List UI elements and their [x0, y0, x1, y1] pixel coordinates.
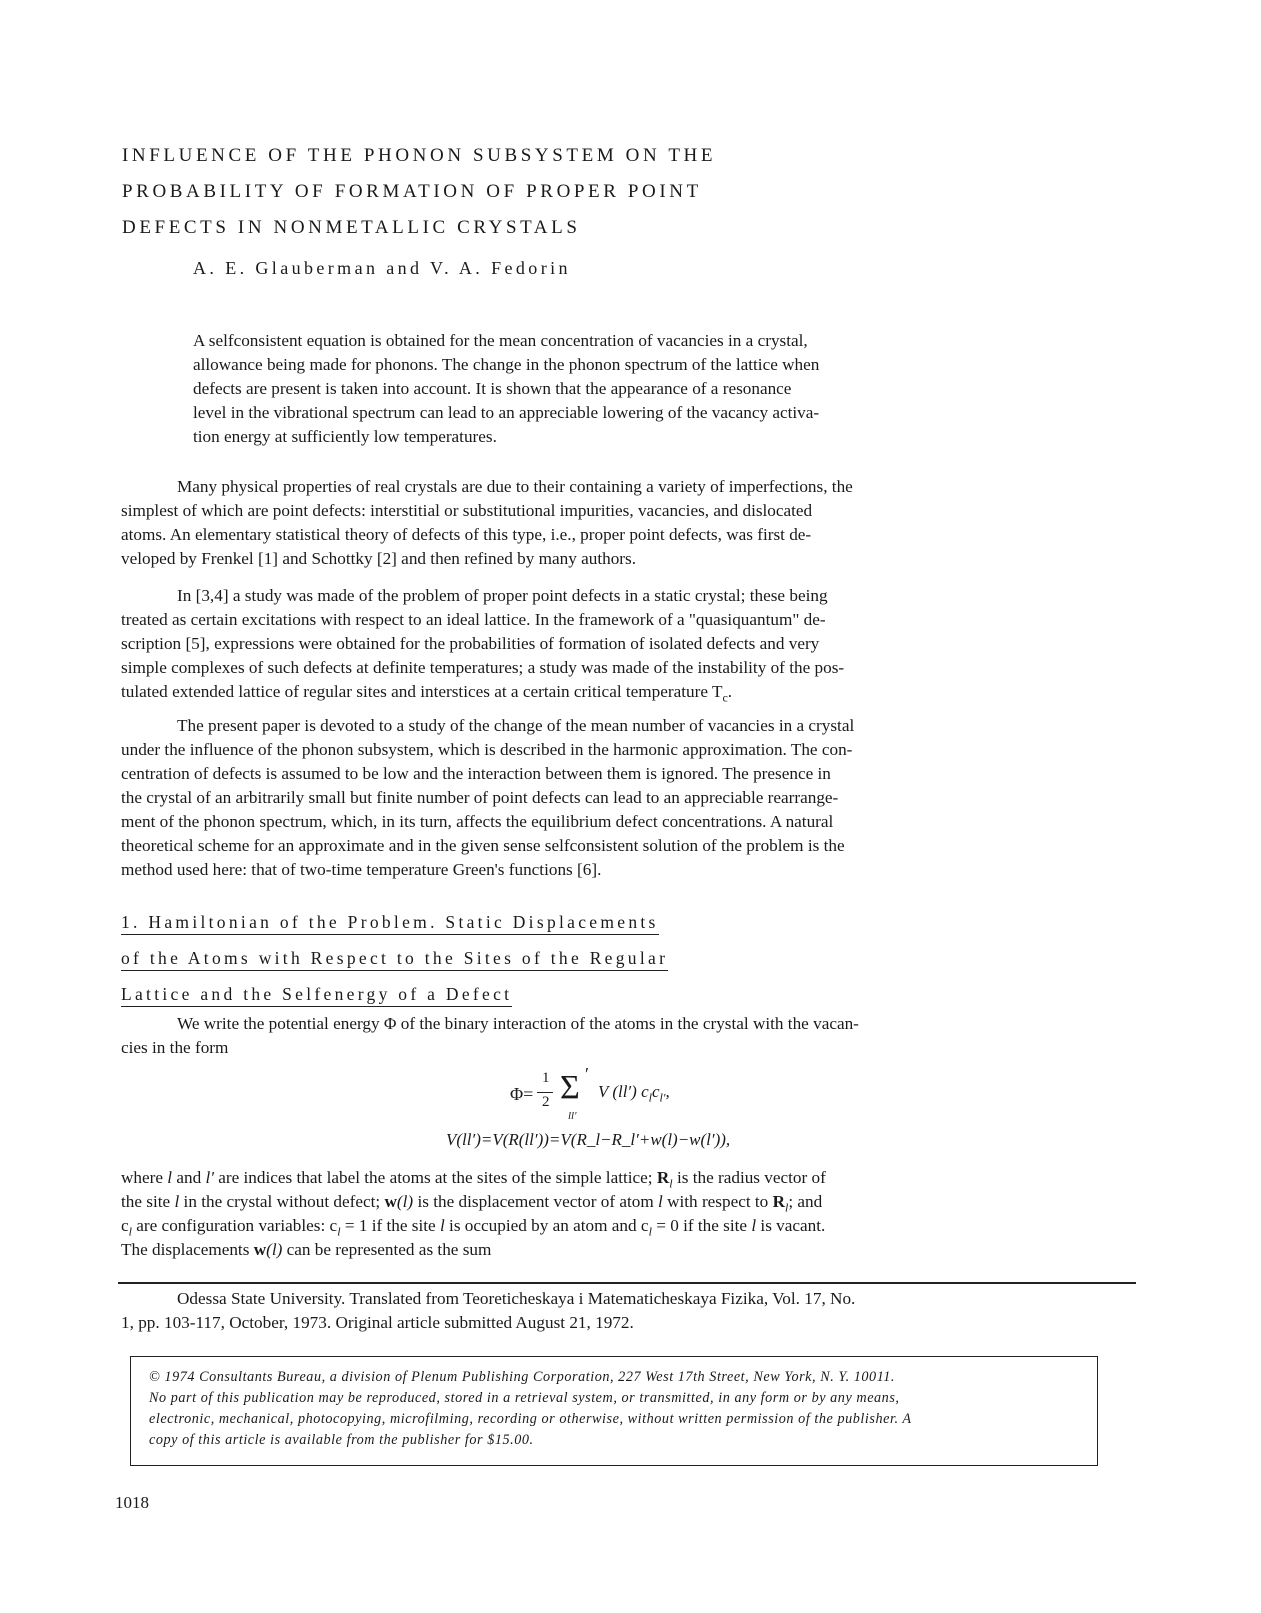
heading-line	[121, 976, 668, 1012]
text-span: the site	[121, 1192, 175, 1211]
text-line: Many physical properties of real crystals are due to their containing a variety of imperfections, the	[177, 477, 853, 496]
text-line: method used here: that of two-time temperature Green's functions [6].	[121, 860, 602, 879]
title-line: DEFECTS IN NONMETALLIC CRYSTALS	[122, 217, 581, 238]
text-line: centration of defects is assumed to be low and the interaction between them is ignored. The presence in	[121, 764, 831, 783]
text-line: In [3,4] a study was made of the problem of proper point defects in a static crystal; these being	[177, 586, 828, 605]
text-span: is the displacement vector of atom	[413, 1192, 659, 1211]
text-line	[121, 1190, 1121, 1214]
text-span: tulated extended lattice of regular sites and interstices at a certain critical temperature T	[121, 682, 723, 701]
text-line: theoretical scheme for an approximate and in the given sense selfconsistent solution of the problem is the	[121, 836, 845, 855]
text-line: veloped by Frenkel [1] and Schottky [2] and then refined by many authors.	[121, 549, 637, 568]
text-line	[121, 1166, 1121, 1190]
symbol-l: l	[648, 1224, 652, 1239]
symbol-l: l	[785, 1200, 789, 1215]
copyright-text	[149, 1367, 912, 1451]
copyright-line: copy of this article is available from the publisher for $15.00.	[149, 1432, 534, 1448]
text-span: where	[121, 1168, 168, 1187]
subscript: l′	[659, 1090, 666, 1105]
page-number: 1018	[115, 1493, 149, 1512]
eq-term: ,	[665, 1082, 670, 1101]
eq-term: V (ll′) c	[598, 1082, 649, 1101]
symbol-R: R	[656, 1168, 670, 1187]
abstract-line: level in the vibrational spectrum can lead to an appreciable lowering of the vacancy activa-	[193, 403, 820, 422]
text-line: ment of the phonon spectrum, which, in its turn, affects the equilibrium defect concentrations. A natural	[121, 812, 834, 831]
eq-sum-symbol: Σ	[560, 1069, 580, 1106]
symbol-R: R	[772, 1192, 785, 1211]
text-span: ; and	[788, 1192, 823, 1211]
text-span: can be represented as the sum	[282, 1240, 492, 1259]
text-span: = 1 if the site	[340, 1216, 440, 1235]
eq-denominator: 2	[542, 1094, 550, 1110]
text-line	[121, 1238, 1121, 1262]
text-line: Odessa State University. Translated from Teoreticheskaya i Matematicheskaya Fizika, Vol. 17, No.	[177, 1289, 856, 1308]
text-span: in the crystal without defect;	[179, 1192, 385, 1211]
text-span: are indices that label the atoms at the sites of the simple lattice;	[213, 1168, 657, 1187]
symbol-l: l	[128, 1224, 132, 1239]
symbol-arg: (l)	[396, 1192, 414, 1211]
text-line: We write the potential energy Φ of the binary interaction of the atoms in the crystal with the vacan-	[177, 1014, 859, 1033]
authors: A. E. Glauberman and V. A. Fedorin	[193, 258, 571, 278]
copyright-line: electronic, mechanical, photocopying, microfilming, recording or otherwise, without written permission of the publisher. A	[149, 1411, 912, 1427]
symbol-l: l	[658, 1192, 663, 1211]
text-span: The displacements	[121, 1240, 254, 1259]
copyright-line: No part of this publication may be reproduced, stored in a retrieval system, or transmitted, in any form or by any means,	[149, 1390, 900, 1406]
text-line: atoms. An elementary statistical theory of defects of this type, i.e., proper point defects, was first de-	[121, 525, 812, 544]
eq-term: c	[651, 1082, 660, 1101]
text-span: is the radius vector of	[672, 1168, 826, 1187]
paper-title	[122, 138, 882, 246]
equation-pair-potential	[446, 1130, 730, 1150]
text-line: the crystal of an arbitrarily small but finite number of point defects can lead to an appreciable rearrange-	[121, 788, 839, 807]
text-line: scription [5], expressions were obtained for the probabilities of formation of isolated defects and very	[121, 634, 820, 653]
symbol-l: l	[337, 1224, 341, 1239]
text-line: under the influence of the phonon subsystem, which is described in the harmonic approximation. The con-	[121, 740, 853, 759]
abstract	[193, 329, 1063, 449]
text-line	[121, 680, 1121, 704]
paragraph-potential	[121, 1012, 1121, 1060]
text-line	[121, 1214, 1121, 1238]
heading-line	[121, 940, 668, 976]
symbol-w: w	[253, 1240, 267, 1259]
abstract-line: A selfconsistent equation is obtained for the mean concentration of vacancies in a crystal,	[193, 331, 808, 350]
text-span: are configuration variables: c	[131, 1216, 338, 1235]
symbol-l: l	[751, 1216, 757, 1235]
symbol-l: l	[439, 1216, 445, 1235]
symbol-arg: (l)	[266, 1240, 283, 1259]
heading-text: Lattice and the Selfenergy of a Defect	[121, 984, 512, 1007]
symbol-l-prime: l'	[205, 1168, 214, 1187]
symbol-l: l	[174, 1192, 180, 1211]
paragraph-previous-work	[121, 584, 1121, 704]
eq-fraction-bar	[537, 1092, 553, 1093]
eq-sum-index: ll′	[568, 1110, 577, 1122]
text-line: simplest of which are point defects: interstitial or substitutional impurities, vacancies, and dislocated	[121, 501, 813, 520]
text-span: with respect to	[662, 1192, 773, 1211]
text-line: cies in the form	[121, 1038, 229, 1057]
copyright-box	[130, 1356, 1098, 1466]
symbol-c: c	[121, 1216, 129, 1235]
abstract-line: tion energy at sufficiently low temperatures.	[193, 427, 497, 446]
text-span: is vacant.	[756, 1216, 826, 1235]
heading-line	[121, 904, 668, 940]
symbol-l: l	[167, 1168, 173, 1187]
text-span: and	[172, 1168, 206, 1187]
eq-sum-prime: ′	[585, 1064, 589, 1084]
eq-rhs	[598, 1082, 670, 1105]
subscript: l	[648, 1090, 652, 1105]
text-line: The present paper is devoted to a study of the change of the mean number of vacancies in a crystal	[177, 716, 855, 735]
text-line: simple complexes of such defects at definite temperatures; a study was made of the instability of the pos-	[121, 658, 845, 677]
paragraph-present-paper	[121, 714, 1121, 882]
paragraph-intro	[121, 475, 1121, 571]
eq-text: V(ll′)=V(R(ll′))=V(R_l−R_l′+w(l)−w(l′)),	[446, 1130, 731, 1149]
abstract-line: allowance being made for phonons. The change in the phonon spectrum of the lattice when	[193, 355, 820, 374]
eq-lhs: Φ=	[510, 1084, 534, 1104]
copyright-line: © 1974 Consultants Bureau, a division of Plenum Publishing Corporation, 227 West 17th Street, New York, N. Y. 10011.	[149, 1369, 896, 1385]
affiliation-footnote	[121, 1287, 1121, 1335]
text-span: = 0 if the site	[651, 1216, 752, 1235]
subscript: c	[722, 690, 728, 705]
eq-numerator: 1	[542, 1070, 550, 1086]
title-line: INFLUENCE OF THE PHONON SUBSYSTEM ON THE	[122, 145, 717, 166]
heading-text: of the Atoms with Respect to the Sites of the Regular	[121, 948, 668, 971]
text-line: treated as certain excitations with respect to an ideal lattice. In the framework of a "quasiquantum" de-	[121, 610, 826, 629]
section-heading	[121, 904, 668, 1012]
symbol-w: w	[384, 1192, 397, 1211]
abstract-line: defects are present is taken into account. It is shown that the appearance of a resonance	[193, 379, 792, 398]
text-span: .	[727, 682, 733, 701]
symbol-l: l	[669, 1176, 673, 1191]
text-span: is occupied by an atom and c	[444, 1216, 649, 1235]
heading-text: 1. Hamiltonian of the Problem. Static Displacements	[121, 912, 659, 935]
text-line: 1, pp. 103-117, October, 1973. Original article submitted August 21, 1972.	[121, 1313, 634, 1332]
title-line: PROBABILITY OF FORMATION OF PROPER POINT	[122, 181, 702, 202]
footnote-divider	[118, 1282, 1136, 1284]
paragraph-definitions	[121, 1166, 1121, 1262]
